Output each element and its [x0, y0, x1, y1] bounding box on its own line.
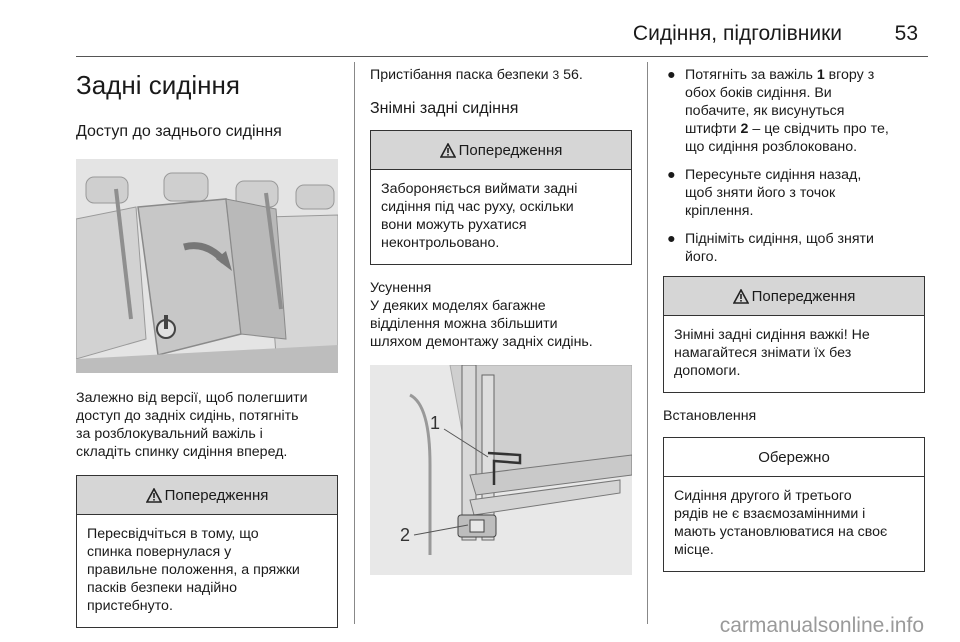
arrow-reference-icon: 3	[552, 68, 560, 82]
column-left	[76, 62, 338, 628]
callout-2-label: 2	[400, 525, 411, 545]
bullet-icon: ●	[667, 67, 676, 83]
page-number: 53	[894, 22, 918, 45]
section-title: Задні сидіння	[76, 70, 240, 100]
column-right	[663, 62, 925, 572]
list-item: ● Потягніть за важіль 1 вгору з обох боків сидіння. Ви побачите, як висунуться штифти 2 – це свідчить про те, що сидіння розблоковано.	[667, 67, 889, 155]
caution-box	[663, 437, 925, 572]
warning-body: Забороняється виймати задні сидіння під час руху, оскільки вони можуть рухатися неконтрольовано.	[381, 181, 578, 251]
list-item: ● Пересуньте сидіння назад, щоб зняти його з точок кріплення.	[667, 167, 862, 219]
column-divider	[647, 62, 648, 624]
column-middle	[370, 62, 632, 575]
caution-header: Обережно	[664, 438, 924, 477]
intro-paragraph: Залежно від версії, щоб полегшити доступ до задніх сидінь, потягніть за розблокувальний важіль і складіть спинку сидіння вперед.	[76, 390, 308, 460]
warning-triangle-icon	[440, 143, 456, 158]
warning-header: Попередження	[664, 277, 924, 316]
site-watermark: carmanualsonline.info	[719, 614, 924, 637]
seat-illustration-svg	[76, 159, 338, 373]
steps-list	[663, 66, 925, 266]
warning-triangle-icon	[146, 488, 162, 503]
seat-access-illustration	[76, 159, 338, 373]
running-header: Сидіння, підголівники	[632, 22, 842, 45]
install-title: Встановлення	[663, 408, 757, 424]
cross-reference: Пристібання паска безпеки 3 56.	[370, 67, 583, 83]
warning-header: Попередження	[371, 131, 631, 170]
column-divider	[354, 62, 355, 624]
removal-section: Усунення У деяких моделях багажне відділення можна збільшити шляхом демонтажу задніх сидінь.	[370, 279, 632, 351]
warning-box	[76, 475, 338, 628]
caution-body: Сидіння другого й третього рядів не є взаємозамінними і мають установлюватися на своє місце.	[674, 488, 888, 558]
bullet-icon: ●	[667, 167, 676, 183]
warning-body: Пересвідчіться в тому, що спинка повернулася у правильне положення, а пряжки пасків безпеки надійно пристебнуто.	[87, 526, 300, 614]
removal-title: Усунення	[370, 280, 432, 296]
warning-triangle-icon	[733, 289, 749, 304]
subsection-title: Доступ до заднього сидіння	[76, 123, 282, 140]
seat-removal-illustration	[370, 365, 632, 575]
warning-box	[370, 130, 632, 265]
subsection-title: Знімні задні сидіння	[370, 100, 519, 117]
list-item: ● Підніміть сидіння, щоб зняти його.	[667, 231, 874, 265]
bullet-icon: ●	[667, 231, 676, 247]
callout-1-label: 1	[430, 413, 441, 433]
warning-box	[663, 276, 925, 393]
warning-header: Попередження	[77, 476, 337, 515]
header-rule	[76, 56, 928, 57]
warning-body: Знімні задні сидіння важкі! Не намагайтеся знімати їх без допомоги.	[674, 327, 870, 379]
